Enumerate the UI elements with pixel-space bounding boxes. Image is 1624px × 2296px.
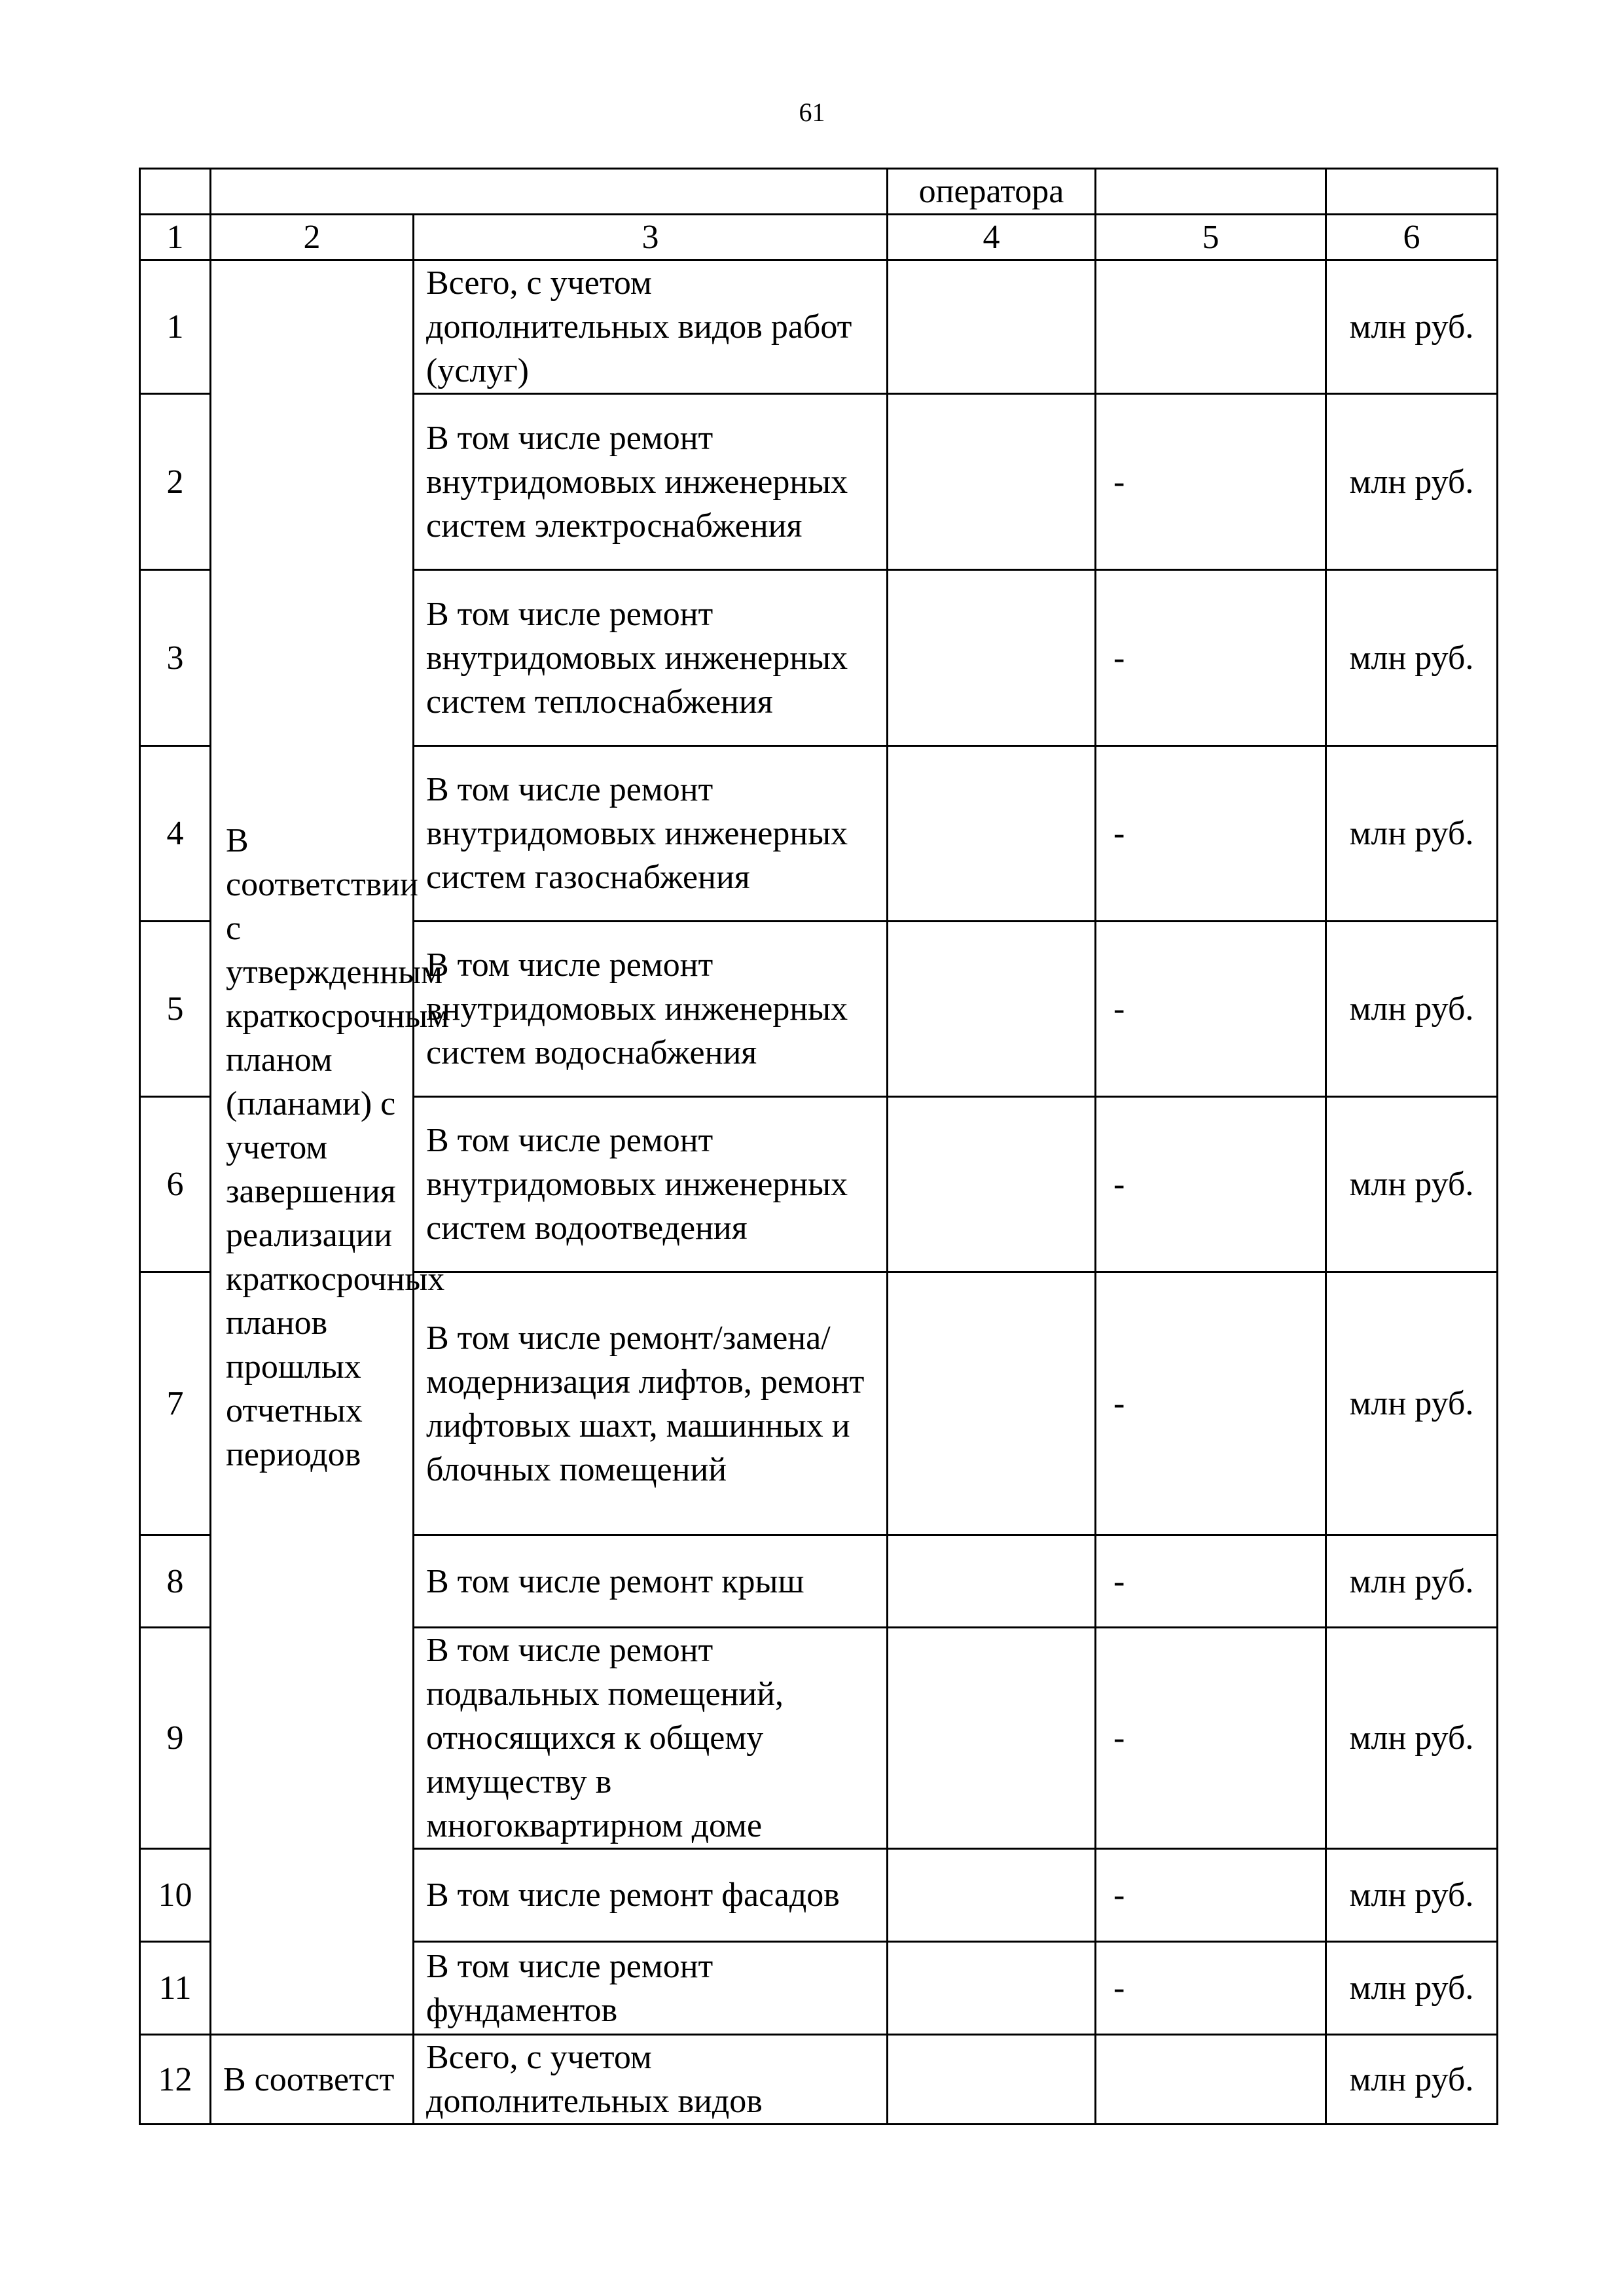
row-number: 5 bbox=[140, 922, 211, 1097]
row-description: В том числе ремонт фундаментов bbox=[414, 1942, 888, 2035]
row-description: Всего, с учетом дополнительных видов bbox=[414, 2035, 888, 2125]
row-col5: - bbox=[1096, 570, 1326, 746]
row-col4 bbox=[888, 570, 1096, 746]
row-number: 8 bbox=[140, 1535, 211, 1628]
row-unit: млн руб. bbox=[1326, 1942, 1498, 2035]
row-unit: млн руб. bbox=[1326, 260, 1498, 394]
column-number-1: 1 bbox=[140, 215, 211, 260]
row-col4 bbox=[888, 1942, 1096, 2035]
row-col4 bbox=[888, 1628, 1096, 1849]
row-number: 11 bbox=[140, 1942, 211, 2035]
row-description: В том числе ремонт внутридомовых инженерных систем водоснабжения bbox=[414, 922, 888, 1097]
row-unit: млн руб. bbox=[1326, 570, 1498, 746]
row-col4 bbox=[888, 746, 1096, 922]
row-col4 bbox=[888, 394, 1096, 570]
row-number: 10 bbox=[140, 1849, 211, 1942]
row-col5: - bbox=[1096, 1097, 1326, 1272]
row-unit: млн руб. bbox=[1326, 1097, 1498, 1272]
row-description: В том числе ремонт внутридомовых инженерных систем водоотведения bbox=[414, 1097, 888, 1272]
row-number: 7 bbox=[140, 1272, 211, 1535]
column-number-2: 2 bbox=[211, 215, 414, 260]
row-number: 3 bbox=[140, 570, 211, 746]
column-number-4: 4 bbox=[888, 215, 1096, 260]
row-description: В том числе ремонт крыш bbox=[414, 1535, 888, 1628]
row-unit: млн руб. bbox=[1326, 394, 1498, 570]
page-number: 61 bbox=[799, 98, 825, 127]
row-col4 bbox=[888, 1849, 1096, 1942]
row-col4 bbox=[888, 1535, 1096, 1628]
row-col5 bbox=[1096, 260, 1326, 394]
row-unit: млн руб. bbox=[1326, 922, 1498, 1097]
header-cell-1 bbox=[140, 169, 211, 215]
row-number: 2 bbox=[140, 394, 211, 570]
row-unit: млн руб. bbox=[1326, 746, 1498, 922]
row-number: 9 bbox=[140, 1628, 211, 1849]
row-unit: млн руб. bbox=[1326, 1628, 1498, 1849]
row-number: 1 bbox=[140, 260, 211, 394]
row-unit: млн руб. bbox=[1326, 1272, 1498, 1535]
row-description: В том числе ремонт подвальных помещений, относящихся к общему имуществу в многоквартирном доме bbox=[414, 1628, 888, 1849]
header-cell-operator: оператора bbox=[888, 169, 1096, 215]
row-unit: млн руб. bbox=[1326, 1849, 1498, 1942]
row-number: 12 bbox=[140, 2035, 211, 2125]
row-unit: млн руб. bbox=[1326, 2035, 1498, 2125]
header-cell-2-3 bbox=[211, 169, 888, 215]
row-col4 bbox=[888, 2035, 1096, 2125]
row-col4 bbox=[888, 260, 1096, 394]
table-row bbox=[140, 2035, 1498, 2125]
report-table bbox=[139, 168, 1498, 2125]
row-col5: - bbox=[1096, 922, 1326, 1097]
row-col4 bbox=[888, 922, 1096, 1097]
table-row bbox=[140, 260, 1498, 394]
continuation-header-row bbox=[140, 169, 1498, 215]
column-number-5: 5 bbox=[1096, 215, 1326, 260]
header-cell-5 bbox=[1096, 169, 1326, 215]
column-number-3: 3 bbox=[414, 215, 888, 260]
row-col4 bbox=[888, 1097, 1096, 1272]
header-cell-6 bbox=[1326, 169, 1498, 215]
row-description: В том числе ремонт фасадов bbox=[414, 1849, 888, 1942]
row-number: 4 bbox=[140, 746, 211, 922]
group-description-cell: В соответст bbox=[211, 2035, 414, 2125]
row-col5: - bbox=[1096, 1272, 1326, 1535]
row-col5: - bbox=[1096, 1535, 1326, 1628]
column-number-6: 6 bbox=[1326, 215, 1498, 260]
row-col5 bbox=[1096, 2035, 1326, 2125]
column-number-row bbox=[140, 215, 1498, 260]
row-col5: - bbox=[1096, 746, 1326, 922]
row-description: В том числе ремонт внутридомовых инженерных систем электроснабжения bbox=[414, 394, 888, 570]
row-col5: - bbox=[1096, 1942, 1326, 2035]
row-col5: - bbox=[1096, 1849, 1326, 1942]
row-col5: - bbox=[1096, 1628, 1326, 1849]
group-description-cell: В соответствии с утвержденным краткосрочным планом (планами) с учетом завершения реализации краткосрочных планов прошлых отчетных периодов bbox=[211, 260, 414, 2035]
row-unit: млн руб. bbox=[1326, 1535, 1498, 1628]
row-number: 6 bbox=[140, 1097, 211, 1272]
row-col4 bbox=[888, 1272, 1096, 1535]
row-description: Всего, с учетом дополнительных видов работ (услуг) bbox=[414, 260, 888, 394]
row-description: В том числе ремонт внутридомовых инженерных систем теплоснабжения bbox=[414, 570, 888, 746]
row-description: В том числе ремонт/замена/модернизация лифтов, ремонт лифтовых шахт, машинных и блочных помещений bbox=[414, 1272, 888, 1535]
row-description: В том числе ремонт внутридомовых инженерных систем газоснабжения bbox=[414, 746, 888, 922]
row-col5: - bbox=[1096, 394, 1326, 570]
